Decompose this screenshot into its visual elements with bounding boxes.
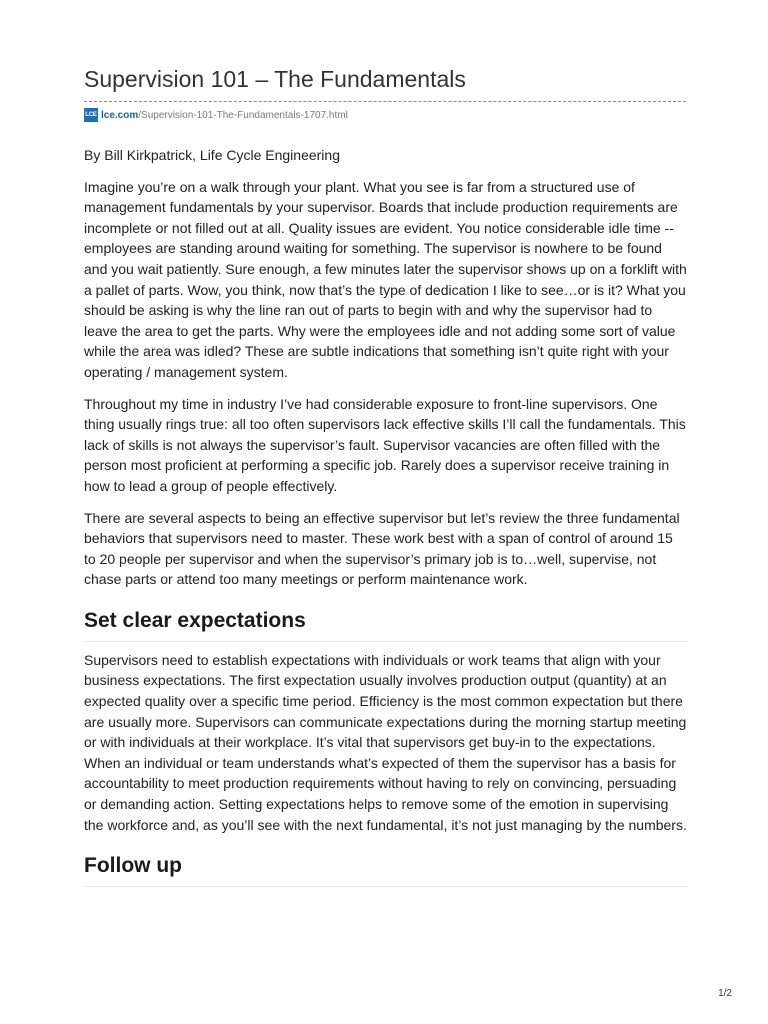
paragraph: Imagine you’re on a walk through your plant. What you see is far from a structured use of management fundamentals by your supervisor. Boards that include production requirements are incomplete or not filled out at all. Quality issues are evident. You notice considerable idle time -- employees are standing around waiting for something. The supervisor is nowhere to be found and you wait patiently. Sure enough, a few minutes later the supervisor shows up on a forklift with a pallet of parts. Wow, you think, now that’s the type of dedication I like to see…or is it? What you should be asking is why the line ran out of parts to begin with and why the supervisor had to leave the area to get the parts. Why were the employees idle and not adding some sort of value while the area was idled? These are subtle indications that something isn’t quite right with your operating / management system. <box>84 178 687 380</box>
article-body <box>84 145 688 895</box>
page-number: 1/2 <box>718 988 732 999</box>
paragraph: There are several aspects to being an effective supervisor but let’s review the three fundamental behaviors that supervisors need to master. These work best with a span of control of around 15 to 20 people per supervisor and when the supervisor’s primary job is to…well, supervise, not chase parts or attend too many meetings or perform maintenance work. <box>84 509 680 588</box>
paragraph: Supervisors need to establish expectations with individuals or work teams that align with your business expectations. The first expectation usually involves production output (quantity) at an expected quality over a specific time period. Efficiency is the most common expectation but there are usually more. Supervisors can communicate expectations during the morning startup meeting or with individuals at their workplace. It’s vital that supervisors get buy-in to the expectations. When an individual or team understands what’s expected of them the supervisor has a basis for accountability to meet production requirements without having to rely on convincing, persuading or demanding action. Setting expectations helps to remove some of the emotion in supervising the workforce and, as you’ll see with the next fundamental, it’s not just managing by the numbers. <box>84 651 687 833</box>
source-path[interactable]: /Supervision-101-The-Fundamentals-1707.html <box>138 109 348 121</box>
source-link[interactable] <box>84 108 348 122</box>
byline: By Bill Kirkpatrick, Life Cycle Engineering <box>84 147 340 163</box>
paragraph: Throughout my time in industry I’ve had considerable exposure to front-line supervisors. One thing usually rings true: all too often supervisors lack effective skills I’ll call the fundamentals. This lack of skills is not always the supervisor’s fault. Supervisor vacancies are often filled with the person most proficient at performing a specific job. Rarely does a supervisor receive training in how to lead a group of people effectively. <box>84 395 686 494</box>
source-domain[interactable]: lce.com <box>101 109 139 121</box>
title-divider <box>84 101 686 102</box>
page-title: Supervision 101 – The Fundamentals <box>84 66 466 92</box>
site-logo-icon: LCE <box>84 108 98 122</box>
section-heading-follow-up: Follow up <box>84 853 688 887</box>
section-heading-set-clear-expectations: Set clear expectations <box>84 608 688 642</box>
